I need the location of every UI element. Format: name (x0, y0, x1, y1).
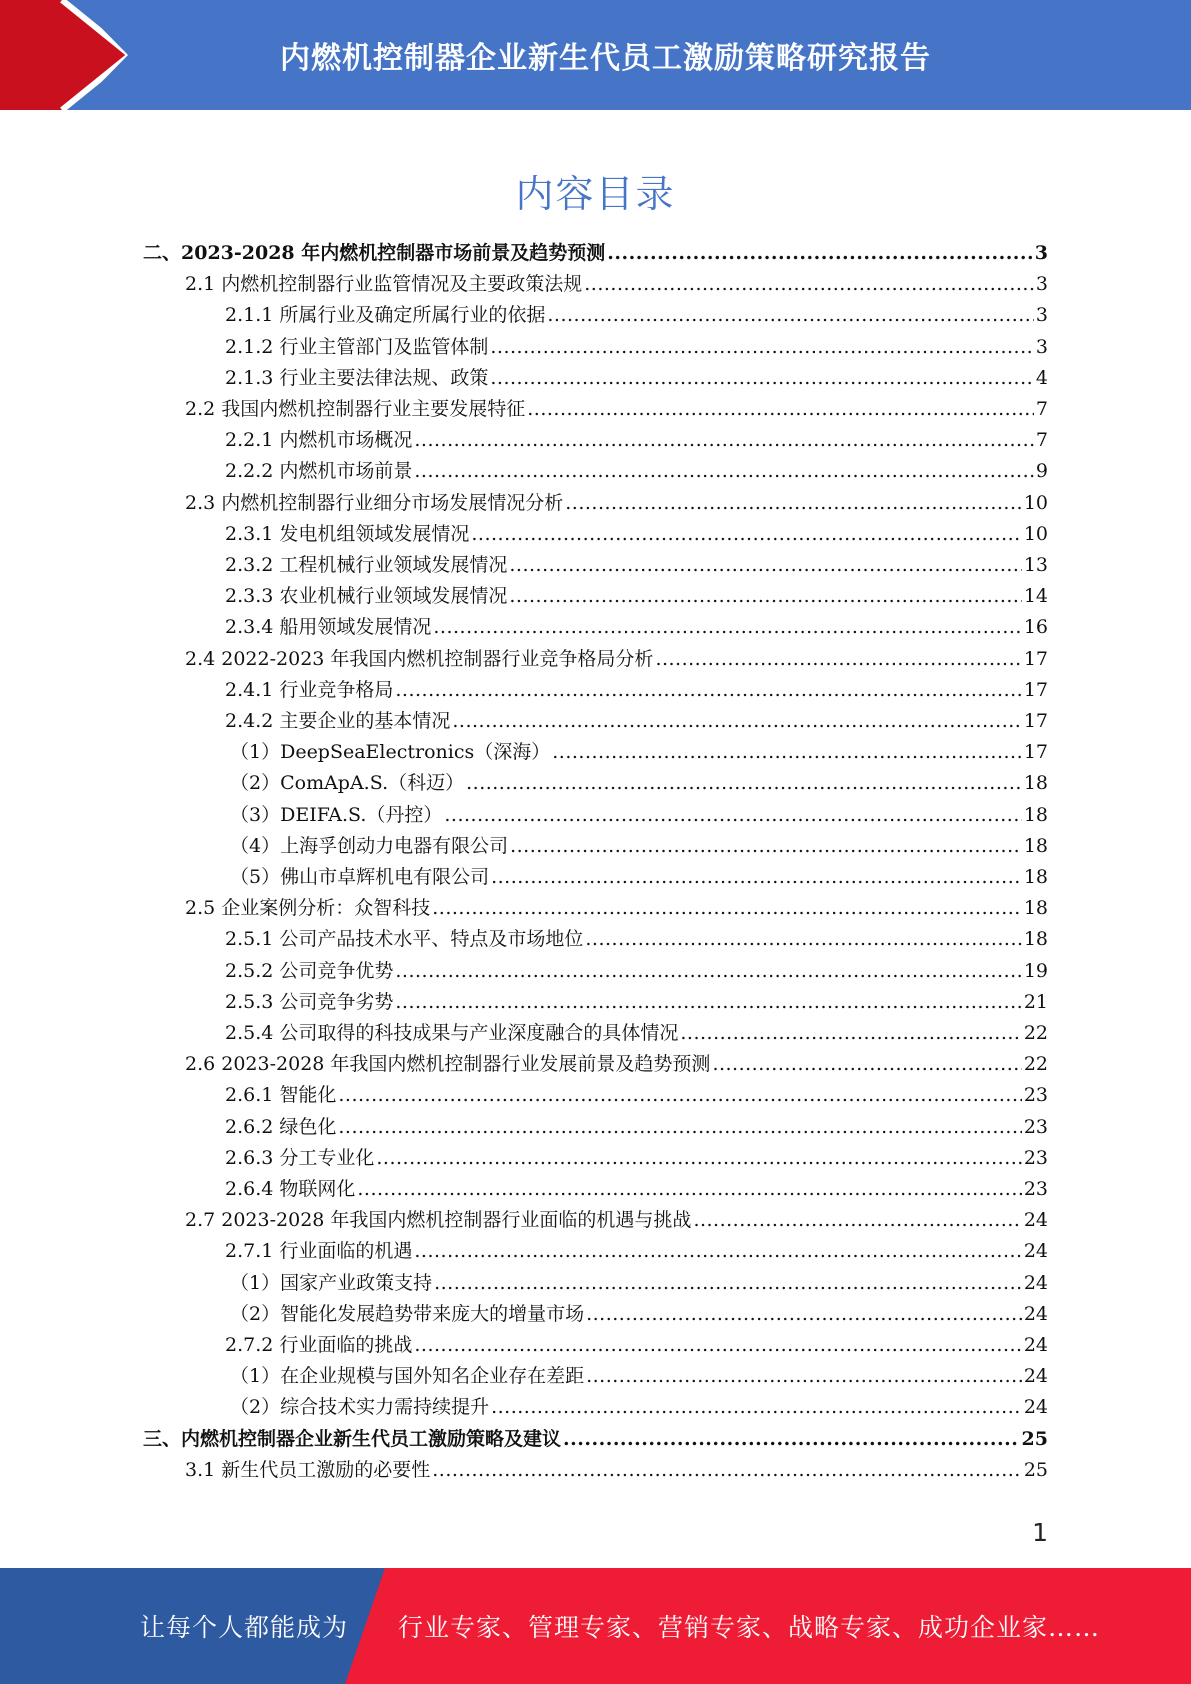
toc-dot-leader (584, 269, 1034, 300)
toc-entry-page: 22 (1023, 1053, 1048, 1076)
toc-entry[interactable] (230, 1299, 1048, 1330)
toc-entry[interactable] (225, 425, 1048, 456)
toc-entry-page: 24 (1023, 1334, 1048, 1356)
toc-dot-leader (680, 1018, 1021, 1049)
toc-dot-leader (414, 1236, 1021, 1267)
toc-entry-page: 24 (1023, 1240, 1048, 1263)
toc-entry-page: 24 (1023, 1209, 1048, 1232)
toc-entry[interactable] (225, 550, 1048, 581)
toc-entry[interactable] (185, 1455, 1048, 1486)
toc-dot-leader (509, 550, 1021, 581)
toc-entry[interactable] (225, 519, 1048, 550)
toc-entry-label: （2）ComApA.S.（科迈） (230, 772, 465, 795)
toc-entry-page: 13 (1023, 554, 1048, 576)
toc-dot-leader (547, 300, 1034, 331)
toc-entry[interactable] (185, 1049, 1048, 1080)
toc-entry[interactable] (185, 644, 1048, 675)
toc-entry[interactable] (230, 862, 1048, 893)
toc-dot-leader (414, 1330, 1021, 1361)
toc-entry-label: 2.3 内燃机控制器行业细分市场发展情况分析 (185, 491, 564, 514)
toc-entry-label: 2.3.2 工程机械行业领域发展情况 (225, 554, 508, 576)
toc-dot-leader (565, 488, 1022, 519)
toc-dot-leader (527, 394, 1034, 425)
toc-dot-leader (414, 456, 1034, 487)
toc-entry-label: 二、2023-2028 年内燃机控制器市场前景及趋势预测 (143, 242, 606, 264)
toc-entry[interactable] (225, 1112, 1048, 1143)
toc-entry-page: 18 (1023, 834, 1048, 857)
toc-entry-label: 2.6.3 分工专业化 (225, 1146, 375, 1169)
toc-entry[interactable] (185, 269, 1048, 300)
toc-entry-page: 3 (1035, 273, 1048, 296)
toc-dot-leader (395, 675, 1021, 706)
toc-entry-page: 3 (1034, 242, 1048, 264)
toc-entry[interactable] (225, 706, 1048, 737)
toc-entry[interactable] (225, 1330, 1048, 1361)
toc-entry[interactable] (225, 581, 1048, 612)
toc-entry-page: 17 (1023, 741, 1048, 764)
toc-entry[interactable] (230, 1392, 1048, 1423)
toc-entry-label: 2.5.4 公司取得的科技成果与产业深度融合的具体情况 (225, 1022, 679, 1044)
toc-entry-page: 18 (1023, 897, 1048, 920)
toc-entry-page: 24 (1023, 1271, 1048, 1294)
toc-dot-leader (655, 644, 1021, 675)
toc-entry[interactable] (225, 1080, 1048, 1111)
toc-dot-leader (712, 1049, 1021, 1080)
red-arrow-decoration (0, 0, 160, 110)
toc-entry-label: 2.4 2022-2023 年我国内燃机控制器行业竞争格局分析 (185, 647, 654, 670)
toc-entry-label: 2.1.3 行业主要法律法规、政策 (225, 366, 489, 389)
toc-entry-label: 2.6.1 智能化 (225, 1084, 337, 1107)
toc-entry[interactable] (225, 300, 1048, 331)
toc-entry-page: 14 (1023, 585, 1048, 608)
toc-entry-page: 10 (1023, 522, 1048, 545)
toc-entry-page: 18 (1023, 928, 1048, 951)
toc-entry-label: 2.5.1 公司产品技术水平、特点及市场地位 (225, 928, 584, 951)
toc-entry-label: （2）综合技术实力需持续提升 (230, 1396, 490, 1419)
toc-entry-label: （5）佛山市卓辉机电有限公司 (230, 866, 490, 888)
toc-entry-page: 19 (1023, 959, 1048, 982)
toc-entry[interactable] (230, 1361, 1048, 1392)
toc-dot-leader (693, 1205, 1021, 1236)
toc-entry-page: 7 (1035, 429, 1048, 452)
toc-dot-leader (395, 987, 1021, 1018)
toc-entry-label: 三、内燃机控制器企业新生代员工激励策略及建议 (143, 1427, 562, 1450)
toc-dot-leader (432, 893, 1022, 924)
toc-dot-leader (338, 1080, 1021, 1111)
toc-entry-page: 10 (1023, 491, 1048, 514)
toc-entry-label: 2.2 我国内燃机控制器行业主要发展特征 (185, 398, 526, 420)
report-title: 内燃机控制器企业新生代员工激励策略研究报告 (280, 41, 931, 76)
toc-entry-label: 2.1.1 所属行业及确定所属行业的依据 (225, 304, 546, 327)
toc-entry-label: 2.4.2 主要企业的基本情况 (225, 710, 451, 732)
toc-dot-leader (434, 1268, 1022, 1299)
toc-entry-page: 18 (1023, 866, 1048, 888)
toc-entry-page: 18 (1023, 803, 1048, 826)
toc-entry[interactable] (225, 1174, 1048, 1205)
toc-entry-label: （1）在企业规模与国外知名企业存在差距 (230, 1365, 585, 1388)
toc-entry-label: （4）上海孚创动力电器有限公司 (230, 834, 509, 857)
toc-dot-leader (585, 924, 1021, 955)
footer-slogan-left: 让每个人都能成为 (140, 1613, 349, 1642)
toc-dot-leader (491, 862, 1022, 893)
toc-entry[interactable] (185, 394, 1048, 425)
toc-entry-label: （2）智能化发展趋势带来庞大的增量市场 (230, 1302, 585, 1325)
toc-entry-label: 2.2.2 内燃机市场前景 (225, 460, 413, 483)
toc-entry[interactable] (143, 1424, 1048, 1455)
toc-entry[interactable] (225, 675, 1048, 706)
toc-dot-leader (510, 831, 1022, 862)
toc-dot-leader (490, 363, 1034, 394)
toc-entry[interactable] (230, 1268, 1048, 1299)
toc-dot-leader (509, 581, 1021, 612)
toc-entry[interactable] (225, 332, 1048, 363)
toc-dot-leader (607, 238, 1033, 269)
toc-entry-label: （1）国家产业政策支持 (230, 1271, 433, 1294)
toc-dot-leader (432, 1455, 1022, 1486)
toc-entry-label: 2.4.1 行业竞争格局 (225, 678, 394, 701)
toc-entry-page: 3 (1035, 304, 1048, 327)
toc-dot-leader (563, 1424, 1020, 1455)
toc-dot-leader (452, 706, 1021, 737)
toc-dot-leader (552, 737, 1022, 768)
toc-entry[interactable] (225, 956, 1048, 987)
toc-dot-leader (586, 1299, 1022, 1330)
toc-dot-leader (376, 1143, 1021, 1174)
footer-banner (0, 1568, 1191, 1684)
toc-dot-leader (586, 1361, 1022, 1392)
toc-entry[interactable] (225, 612, 1048, 643)
toc-entry[interactable] (225, 363, 1048, 394)
toc-entry[interactable] (225, 1236, 1048, 1267)
toc-entry-page: 7 (1035, 398, 1048, 420)
toc-dot-leader (466, 768, 1022, 799)
toc-entry-page: 23 (1023, 1178, 1048, 1200)
toc-entry-label: 2.6.4 物联网化 (225, 1178, 356, 1200)
toc-entry-label: 2.3.4 船用领域发展情况 (225, 616, 432, 639)
toc-entry-label: 2.1.2 行业主管部门及监管体制 (225, 335, 489, 358)
toc-entry-label: 2.3.1 发电机组领域发展情况 (225, 522, 470, 545)
toc-entry[interactable] (225, 987, 1048, 1018)
toc-entry-label: （1）DeepSeaElectronics（深海） (230, 741, 551, 764)
toc-entry[interactable] (230, 831, 1048, 862)
toc-entry-page: 23 (1023, 1115, 1048, 1138)
toc-entry[interactable] (230, 768, 1048, 799)
toc-entry-page: 21 (1023, 990, 1048, 1013)
toc-entry-page: 24 (1023, 1396, 1048, 1419)
toc-dot-leader (471, 519, 1021, 550)
toc-entry[interactable] (225, 1143, 1048, 1174)
toc-entry-page: 16 (1023, 616, 1048, 639)
toc-entry-page: 24 (1023, 1365, 1048, 1388)
toc-entry[interactable] (143, 238, 1048, 269)
toc-entry-label: 2.1 内燃机控制器行业监管情况及主要政策法规 (185, 273, 583, 296)
toc-dot-leader (433, 612, 1021, 643)
toc-entry[interactable] (230, 737, 1048, 768)
toc-entry-page: 17 (1023, 710, 1048, 732)
toc-entry[interactable] (185, 893, 1048, 924)
toc-entry-page: 17 (1023, 647, 1048, 670)
toc-dot-leader (491, 1392, 1022, 1423)
toc-entry-label: 3.1 新生代员工激励的必要性 (185, 1458, 431, 1481)
toc-entry-label: 2.7.2 行业面临的挑战 (225, 1334, 413, 1356)
toc-entry-label: 2.3.3 农业机械行业领域发展情况 (225, 585, 508, 608)
toc-entry-page: 18 (1023, 772, 1048, 795)
toc-entry[interactable] (225, 924, 1048, 955)
toc-entry-page: 23 (1023, 1084, 1048, 1107)
toc-entry-page: 25 (1021, 1427, 1048, 1450)
toc-entry-label: 2.7 2023-2028 年我国内燃机控制器行业面临的机遇与挑战 (185, 1209, 692, 1232)
footer-slogan-right: 行业专家、管理专家、营销专家、战略专家、成功企业家…… (398, 1613, 1101, 1642)
toc-entry-page: 25 (1023, 1458, 1048, 1481)
toc-entry-page: 23 (1023, 1146, 1048, 1169)
page-number: 1 (1032, 1518, 1048, 1547)
toc-entry[interactable] (225, 456, 1048, 487)
toc-dot-leader (444, 800, 1021, 831)
toc-entry-page: 22 (1023, 1022, 1048, 1044)
toc-entry[interactable] (225, 1018, 1048, 1049)
toc-dot-leader (490, 332, 1034, 363)
toc-entry[interactable] (230, 800, 1048, 831)
toc-entry[interactable] (185, 1205, 1048, 1236)
toc-entry-label: 2.7.1 行业面临的机遇 (225, 1240, 413, 1263)
toc-entry-label: 2.5 企业案例分析：众智科技 (185, 897, 431, 920)
toc-entry-page: 3 (1035, 335, 1048, 358)
toc-dot-leader (338, 1112, 1021, 1143)
toc-dot-leader (395, 956, 1021, 987)
toc-entry-page: 24 (1023, 1302, 1048, 1325)
toc-entry-page: 9 (1035, 460, 1048, 483)
toc-entry-label: （3）DEIFA.S.（丹控） (230, 803, 443, 826)
toc-heading: 内容目录 (515, 172, 676, 216)
report-header (0, 0, 1191, 110)
toc-entry-page: 17 (1023, 678, 1048, 701)
toc-dot-leader (357, 1174, 1021, 1205)
toc-dot-leader (414, 425, 1034, 456)
toc-entry-page: 4 (1035, 366, 1048, 389)
toc-entry[interactable] (185, 488, 1048, 519)
toc-entry-label: 2.2.1 内燃机市场概况 (225, 429, 413, 452)
toc-entry-label: 2.6.2 绿色化 (225, 1115, 337, 1138)
toc-entry-label: 2.5.3 公司竞争劣势 (225, 990, 394, 1013)
toc-entry-label: 2.5.2 公司竞争优势 (225, 959, 394, 982)
toc-entry-label: 2.6 2023-2028 年我国内燃机控制器行业发展前景及趋势预测 (185, 1053, 711, 1076)
